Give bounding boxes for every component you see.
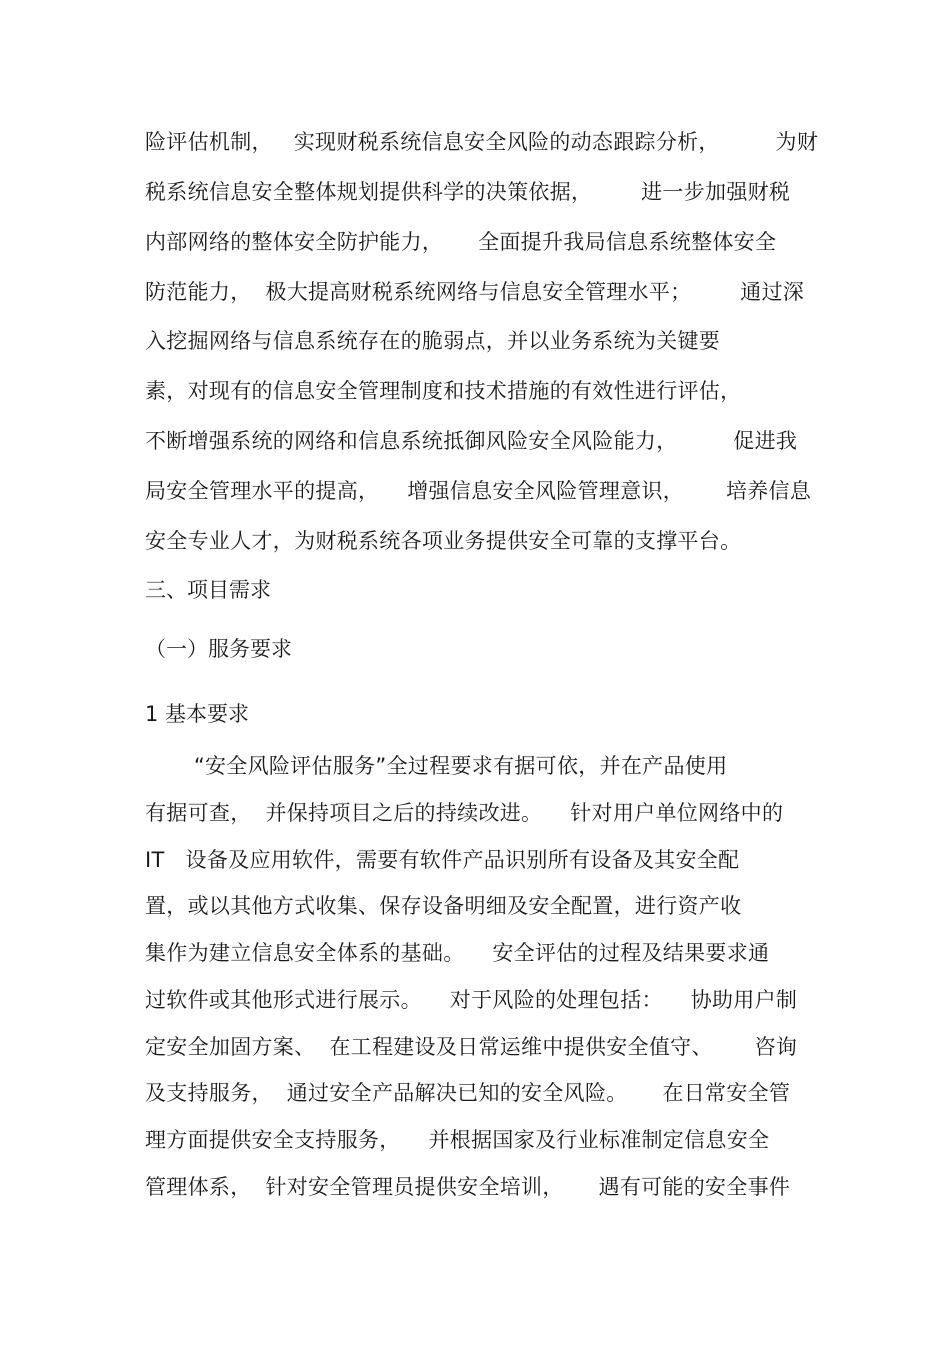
paragraph-line: 有据可查， 并保持项目之后的持续改进。 针对用户单位网络中的 [145, 801, 784, 825]
paragraph-line: 安全专业人才，为财税系统各项业务提供安全可靠的支撑平台。 [145, 529, 742, 553]
paragraph-line: 过软件或其他形式进行展示。 对于风险的处理包括： 协助用户制 [145, 988, 798, 1012]
paragraph-line: 险评估机制， 实现财税系统信息安全风险的动态跟踪分析， 为财 [145, 130, 819, 154]
paragraph-line: 入挖掘网络与信息系统存在的脆弱点，并以业务系统为关键要 [145, 329, 721, 353]
item-heading: 1 基本要求 [145, 702, 250, 726]
paragraph-line: 防范能力， 极大提高财税系统网络与信息安全管理水平； 通过深 [145, 280, 805, 304]
paragraph-line: 税系统信息安全整体规划提供科学的决策依据， 进一步加强财税 [145, 180, 791, 204]
paragraph-line: 不断增强系统的网络和信息系统抵御风险安全风险能力， 促进我 [145, 429, 798, 453]
paragraph-line: “安全风险评估服务”全过程要求有据可依，并在产品使用 [145, 754, 728, 778]
subsection-heading: （一）服务要求 [145, 637, 292, 661]
paragraph-line: IT 设备及应用软件，需要有软件产品识别所有设备及其安全配 [145, 848, 740, 872]
paragraph-line: 及支持服务， 通过安全产品解决已知的安全风险。 在日常安全管 [145, 1081, 791, 1105]
paragraph-line: 理方面提供安全支持服务， 并根据国家及行业标准制定信息安全 [145, 1128, 770, 1152]
paragraph-line: 局安全管理水平的提高， 增强信息安全风险管理意识， 培养信息 [145, 479, 812, 503]
paragraph-line: 管理体系， 针对安全管理员提供安全培训， 遇有可能的安全事件 [145, 1175, 791, 1199]
paragraph-line: 集作为建立信息安全体系的基础。 安全评估的过程及结果要求通 [145, 941, 770, 965]
paragraph-line: 内部网络的整体安全防护能力， 全面提升我局信息系统整体安全 [145, 230, 777, 254]
section-heading: 三、项目需求 [145, 578, 271, 602]
paragraph-line: 定安全加固方案、 在工程建设及日常运维中提供安全值守、 咨询 [145, 1035, 798, 1059]
paragraph-line: 素，对现有的信息安全管理制度和技术措施的有效性进行评估， [145, 379, 742, 403]
paragraph-line: 置，或以其他方式收集、保存设备明细及安全配置，进行资产收 [145, 894, 742, 918]
